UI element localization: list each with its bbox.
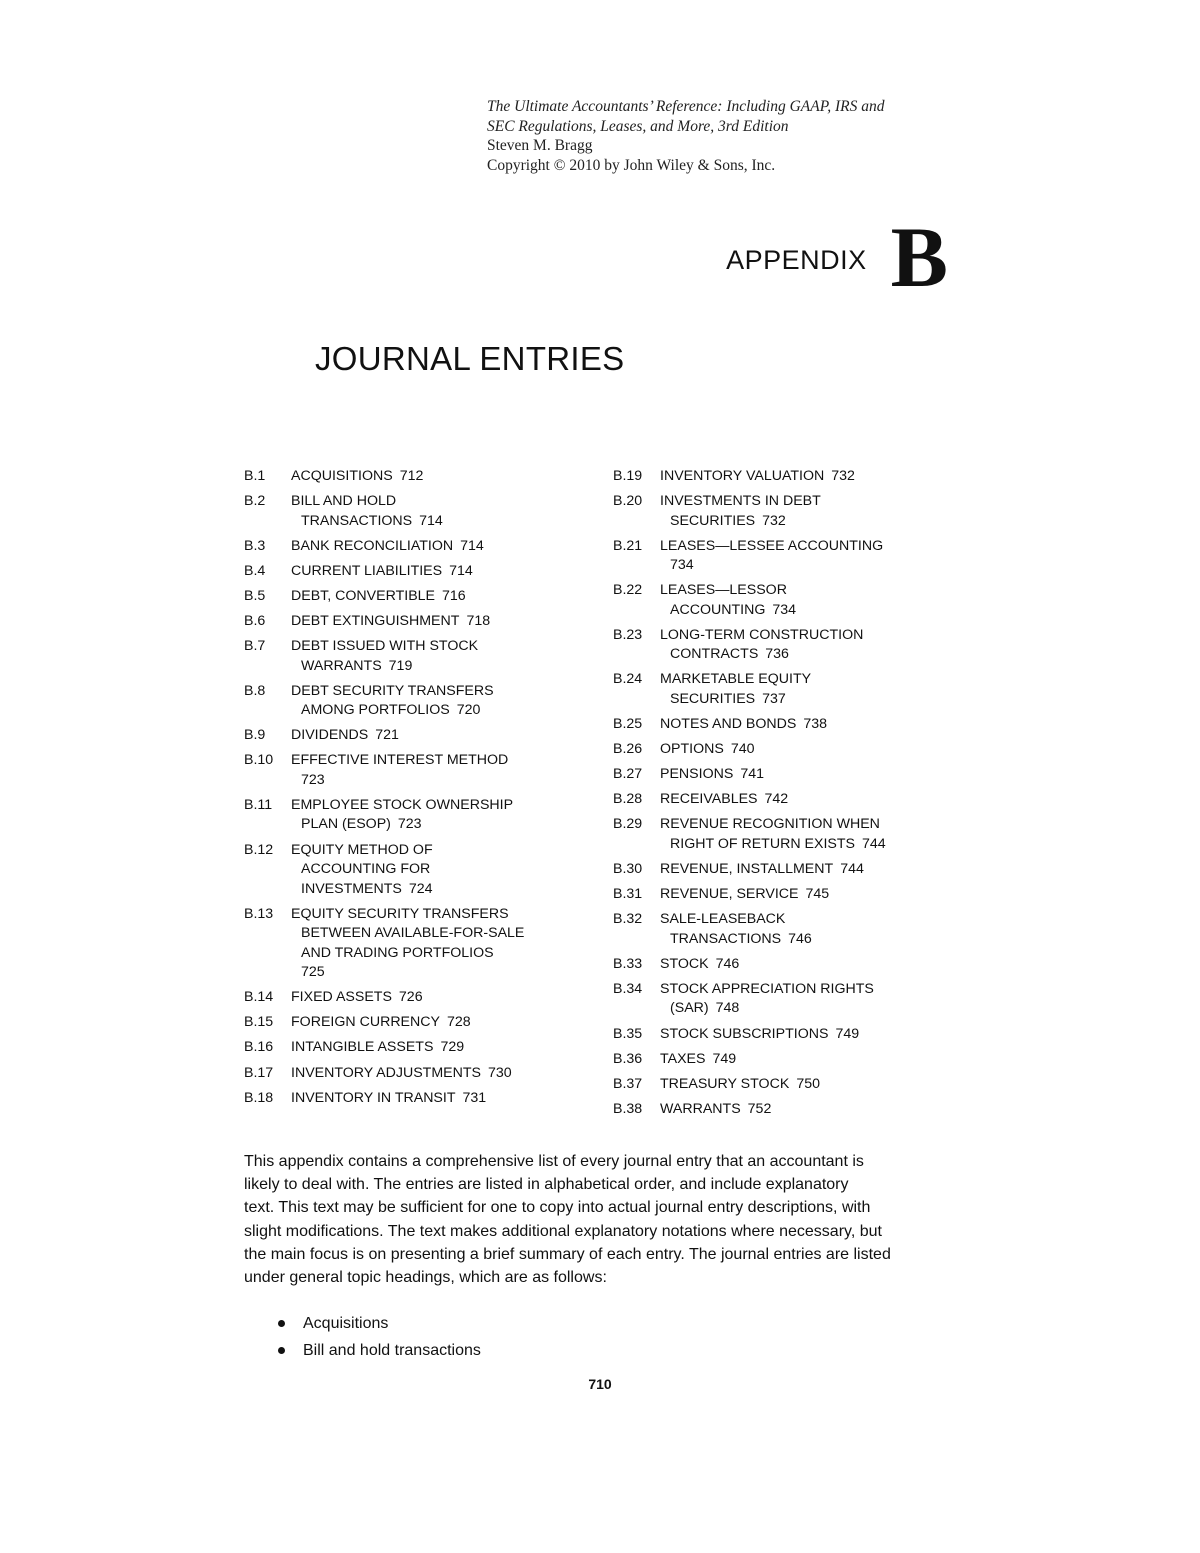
- toc-entry-page: 723: [397, 816, 422, 833]
- toc-entry-title-line: [660, 581, 913, 601]
- toc-entry-title-line: [660, 1075, 913, 1095]
- toc-entry-number: B.15: [244, 1014, 274, 1031]
- toc-entry: [613, 537, 913, 576]
- toc-entry-title-text: DEBT ISSUED WITH STOCK: [291, 638, 479, 655]
- copyright: Copyright © 2010 by John Wiley & Sons, Inc.: [487, 156, 776, 174]
- toc-entry-title-text: REVENUE, INSTALLMENT: [660, 861, 834, 878]
- toc-entry-title-text: RECEIVABLES: [660, 791, 758, 808]
- toc-entry-number: B.10: [244, 752, 274, 769]
- toc-entry-title-line: [660, 740, 913, 760]
- toc-entry-title-text: INVENTORY ADJUSTMENTS: [291, 1064, 481, 1081]
- toc-entry-number: B.37: [613, 1075, 643, 1092]
- toc-entry-title-text: ACCOUNTING: [670, 601, 766, 618]
- toc-entry: [613, 670, 913, 709]
- toc-entry-title-line: [291, 1089, 544, 1109]
- toc-entry-number: B.13: [244, 905, 274, 922]
- toc-entry-title-text: PENSIONS: [660, 766, 734, 783]
- toc-entry-number: B.5: [244, 587, 266, 604]
- toc-entry-number: B.2: [244, 493, 266, 510]
- toc-entry-title: [660, 467, 913, 487]
- toc-entry-title-text: REVENUE, SERVICE: [660, 886, 799, 903]
- toc-entry-number: B.32: [613, 911, 643, 928]
- toc-entry-number: B.33: [613, 955, 643, 972]
- toc-entry-title-text: AND TRADING PORTFOLIOS: [301, 944, 494, 961]
- toc-entry-title-text: (SAR): [670, 1000, 709, 1017]
- toc-entry-title: [291, 841, 544, 900]
- toc-entry: [613, 910, 913, 949]
- toc-entry: [244, 988, 544, 1008]
- toc-entry-title-text: TREASURY STOCK: [660, 1075, 790, 1092]
- toc-entry-page: 731: [462, 1089, 487, 1106]
- toc-entry-number: B.14: [244, 989, 274, 1006]
- toc-entry: [244, 612, 544, 632]
- appendix-heading: [726, 206, 948, 305]
- toc-entry: [244, 796, 544, 835]
- toc-entry-page: 721: [375, 727, 399, 744]
- toc-entry-number: B.7: [244, 638, 266, 655]
- toc-entry-number: B.19: [613, 468, 643, 484]
- toc-entry: [244, 587, 544, 607]
- toc-entry-title-text: CONTRACTS: [670, 646, 759, 663]
- toc-entry-page: 752: [747, 1100, 772, 1117]
- toc-entry-title: [291, 587, 544, 607]
- toc-entry: [613, 1025, 913, 1045]
- toc-entry-number: B.35: [613, 1025, 643, 1042]
- toc-entry: [244, 1089, 544, 1109]
- toc-entry-title: [291, 1013, 544, 1033]
- toc-entry-title-text: DEBT SECURITY TRANSFERS: [291, 682, 494, 699]
- paragraph-line: This appendix contains a comprehensive list of every journal entry that an accountant is: [244, 1153, 864, 1170]
- toc-entry-title: [660, 885, 913, 905]
- toc-entry-title-line: [660, 955, 913, 975]
- toc-entry-title-line: [660, 835, 913, 855]
- toc-entry-page: 745: [805, 886, 830, 903]
- toc-entry-number: B.27: [613, 766, 643, 783]
- toc-entry-title-line: [660, 556, 913, 576]
- toc-entry-number: B.20: [613, 493, 643, 510]
- toc-entry-title-text: BETWEEN AVAILABLE-FOR-SALE: [301, 925, 525, 942]
- toc-entry-title: [291, 467, 544, 487]
- toc-entry-page: 746: [788, 930, 812, 947]
- toc-entry-page: 729: [440, 1039, 465, 1056]
- toc-entry-page: 714: [460, 537, 484, 554]
- toc-entry-title-line: [291, 880, 544, 900]
- toc-entry-title-text: OPTIONS: [660, 741, 724, 758]
- toc-entry-page: 726: [398, 989, 423, 1006]
- toc-entry-title: [660, 1100, 913, 1120]
- toc-entry-title-line: [291, 924, 544, 944]
- topic-list-item: [278, 1337, 481, 1364]
- toc-entry-title-line: [660, 512, 913, 532]
- toc-entry-page: 737: [762, 690, 786, 707]
- intro-paragraph: [244, 1150, 964, 1289]
- toc-entry: [613, 1050, 913, 1070]
- toc-entry: [613, 815, 913, 854]
- toc-entry-page: 732: [831, 468, 855, 484]
- toc-entry-title-text: TRANSACTIONS: [301, 512, 413, 529]
- toc-entry-page: 728: [446, 1014, 471, 1031]
- toc-entry-title-text: EMPLOYEE STOCK OWNERSHIP: [291, 796, 514, 813]
- toc-entry-title-line: [660, 860, 913, 880]
- toc-entry-title-line: [291, 657, 544, 677]
- toc-entry: [244, 1064, 544, 1084]
- toc-entry-title-line: [291, 512, 544, 532]
- toc-entry: [244, 537, 544, 557]
- toc-left-column: [244, 467, 544, 1114]
- toc-entry-title-line: [291, 944, 544, 964]
- toc-entry: [244, 562, 544, 582]
- toc-entry-page: 730: [488, 1064, 512, 1081]
- toc-entry: [244, 467, 544, 487]
- toc-entry-page: 744: [861, 835, 886, 852]
- toc-entry-title-text: SECURITIES: [670, 690, 756, 707]
- toc-entry-title-line: [660, 1100, 913, 1120]
- toc-entry-title-text: TAXES: [660, 1050, 706, 1067]
- bullet-icon: [278, 1347, 285, 1354]
- toc-entry-number: B.8: [244, 682, 266, 699]
- toc-entry-page: 725: [301, 964, 325, 981]
- toc-entry-title: [291, 1064, 544, 1084]
- toc-entry-title-text: INVENTORY VALUATION: [660, 468, 825, 484]
- topic-list-item-text: Bill and hold transactions: [303, 1342, 481, 1359]
- toc-entry-title-line: [660, 492, 913, 512]
- toc-entry-title-line: [291, 701, 544, 721]
- toc-entry-title-line: [291, 963, 544, 983]
- toc-entry-page: 738: [803, 716, 828, 733]
- toc-entry-number: B.25: [613, 716, 643, 733]
- toc-entry-title-line: [291, 1038, 544, 1058]
- toc-entry-title-line: [660, 1025, 913, 1045]
- toc-entry: [244, 1013, 544, 1033]
- toc-entry-title: [660, 492, 913, 531]
- toc-entry-title: [291, 637, 544, 676]
- toc-entry-title: [660, 715, 913, 735]
- toc-entry: [613, 860, 913, 880]
- toc-entry: [613, 467, 913, 487]
- toc-entry-title-line: [291, 905, 544, 925]
- toc-entry-title: [291, 682, 544, 721]
- toc-entry-title-line: [291, 492, 544, 512]
- toc-entry-page: 724: [408, 880, 433, 897]
- bullet-icon: [278, 1320, 285, 1327]
- toc-entry-number: B.23: [613, 626, 643, 643]
- appendix-label: APPENDIX: [726, 245, 867, 275]
- toc-entry-title-line: [291, 587, 544, 607]
- toc-entry-number: B.17: [244, 1064, 274, 1081]
- toc-entry-page: 742: [764, 791, 789, 808]
- toc-entry-title-text: WARRANTS: [301, 657, 382, 674]
- topic-list: [278, 1310, 481, 1364]
- toc-entry-title-line: [660, 815, 913, 835]
- toc-entry-title-text: BANK RECONCILIATION: [291, 537, 454, 554]
- toc-entry-title: [660, 1025, 913, 1045]
- toc-entry-title-line: [660, 645, 913, 665]
- toc-entry: [613, 1075, 913, 1095]
- toc-entry-title: [291, 612, 544, 632]
- toc-entry-title-text: INVESTMENTS IN DEBT: [660, 493, 821, 510]
- toc-entry-title-line: [291, 467, 544, 487]
- toc-entry-title: [660, 815, 913, 854]
- toc-entry-number: B.36: [613, 1050, 643, 1067]
- toc-entry-page: 748: [715, 1000, 740, 1017]
- toc-entry-title-text: DEBT, CONVERTIBLE: [291, 587, 436, 604]
- toc-entry-title: [660, 670, 913, 709]
- chapter-title: JOURNAL ENTRIES: [315, 340, 625, 377]
- paragraph-line: likely to deal with. The entries are listed in alphabetical order, and include explanatory: [244, 1176, 849, 1194]
- toc-entry-title-line: [660, 790, 913, 810]
- toc-entry-number: B.26: [613, 741, 643, 758]
- toc-entry-title-line: [660, 537, 913, 557]
- toc-entry-title-line: [660, 930, 913, 950]
- toc-entry-title-text: MARKETABLE EQUITY: [660, 671, 812, 688]
- toc-entry-number: B.21: [613, 537, 643, 554]
- toc-entry-title: [660, 626, 913, 665]
- toc-entry-title-text: STOCK APPRECIATION RIGHTS: [660, 980, 874, 997]
- toc-entry-number: B.4: [244, 562, 266, 579]
- toc-entry-title-line: [291, 860, 544, 880]
- toc-entry-page: 714: [419, 512, 443, 529]
- toc-entry-page: 740: [730, 741, 755, 758]
- toc-entry: [244, 751, 544, 790]
- toc-entry-title-line: [660, 980, 913, 1000]
- toc-entry: [613, 715, 913, 735]
- toc-right-column: [613, 467, 913, 1125]
- toc-entry-title-text: SECURITIES: [670, 512, 756, 529]
- toc-entry: [244, 492, 544, 531]
- toc-entry: [244, 726, 544, 746]
- toc-entry-title: [660, 910, 913, 949]
- toc-entry: [244, 637, 544, 676]
- toc-entry-title-text: STOCK SUBSCRIPTIONS: [660, 1025, 829, 1042]
- toc-entry-number: B.30: [613, 861, 643, 878]
- toc-entry-title: [660, 740, 913, 760]
- toc-entry-title: [291, 1089, 544, 1109]
- toc-entry-title: [660, 790, 913, 810]
- toc-entry-title-line: [291, 771, 544, 791]
- toc-entry-title: [660, 1050, 913, 1070]
- toc-entry: [244, 841, 544, 900]
- paragraph-line: the main focus is on presenting a brief summary of each entry. The journal entries are listed: [244, 1245, 891, 1263]
- book-title-line-1: The Ultimate Accountants’ Reference: Including GAAP, IRS and: [487, 98, 885, 115]
- toc-entry: [613, 492, 913, 531]
- toc-entry-page: 718: [466, 612, 491, 629]
- toc-entry-page: 744: [840, 861, 864, 878]
- toc-entry: [613, 765, 913, 785]
- toc-entry-title-line: [291, 841, 544, 861]
- toc-entry-title: [291, 492, 544, 531]
- toc-entry: [613, 740, 913, 760]
- toc-entry-number: B.28: [613, 791, 643, 808]
- toc-entry-title-text: TRANSACTIONS: [670, 930, 782, 947]
- toc-entry-number: B.38: [613, 1100, 643, 1117]
- toc-entry-title: [291, 905, 544, 983]
- paragraph-line: under general topic headings, which are as follows:: [244, 1269, 607, 1287]
- toc-entry: [613, 955, 913, 975]
- toc-entry-title-line: [291, 562, 544, 582]
- toc-entry-title: [291, 988, 544, 1008]
- toc-entry-title-line: [660, 885, 913, 905]
- appendix-letter: B: [890, 209, 948, 305]
- toc-entry-title-text: ACQUISITIONS: [291, 468, 393, 484]
- topic-list-item: [278, 1310, 481, 1337]
- toc-entry-title-text: STOCK: [660, 955, 709, 972]
- toc-entry-page: 720: [456, 702, 481, 719]
- toc-entry-title-line: [660, 999, 913, 1019]
- toc-entry-number: B.11: [244, 796, 273, 813]
- toc-entry-number: B.31: [613, 886, 643, 903]
- toc-entry-title-text: EFFECTIVE INTEREST METHOD: [291, 752, 509, 769]
- toc-entry-number: B.22: [613, 582, 643, 599]
- toc-entry-title-text: DEBT EXTINGUISHMENT: [291, 612, 460, 629]
- author: Steven M. Bragg: [487, 137, 593, 154]
- toc-entry-title-line: [291, 612, 544, 632]
- toc-entry-title-line: [660, 626, 913, 646]
- page-number: 710: [588, 1376, 612, 1392]
- toc-entry-page: 736: [765, 646, 789, 663]
- citation-block: [487, 97, 967, 175]
- book-title-line-2: SEC Regulations, Leases, and More, 3rd Edition: [487, 117, 789, 135]
- toc-entry-number: B.9: [244, 727, 266, 744]
- toc-entry-title-text: LEASES—LESSEE ACCOUNTING: [660, 537, 884, 554]
- toc-entry-number: B.29: [613, 816, 643, 833]
- toc-entry-title-line: [291, 751, 544, 771]
- toc-entry-title: [660, 537, 913, 576]
- toc-entry-title-text: INVESTMENTS: [301, 880, 402, 897]
- toc-entry: [244, 682, 544, 721]
- toc-entry-title-line: [291, 637, 544, 657]
- toc-entry-title-line: [660, 601, 913, 621]
- toc-entry-title: [660, 765, 913, 785]
- toc-entry-page: 732: [762, 512, 786, 529]
- toc-entry-title: [660, 860, 913, 880]
- toc-entry: [613, 885, 913, 905]
- paragraph-line: text. This text may be sufficient for one to copy into actual journal entry descriptions, with: [244, 1199, 871, 1217]
- toc-entry-title: [660, 581, 913, 620]
- toc-entry-number: B.18: [244, 1089, 274, 1106]
- toc-entry-title-line: [660, 715, 913, 735]
- toc-entry-title-line: [291, 537, 544, 557]
- toc-entry: [244, 905, 544, 983]
- toc-entry-title: [660, 980, 913, 1019]
- toc-entry-title-line: [291, 682, 544, 702]
- toc-entry-title-text: CURRENT LIABILITIES: [291, 562, 443, 579]
- toc-entry-title-line: [291, 815, 544, 835]
- toc-entry-title-text: BILL AND HOLD: [291, 493, 397, 510]
- toc-entry-title: [291, 751, 544, 790]
- toc-entry-title-text: INVENTORY IN TRANSIT: [291, 1089, 456, 1106]
- toc-entry-title-line: [291, 796, 544, 816]
- toc-entry-title-text: EQUITY SECURITY TRANSFERS: [291, 905, 509, 922]
- toc-entry-page: 719: [388, 657, 413, 674]
- toc-entry-page: 716: [442, 587, 466, 604]
- toc-entry: [244, 1038, 544, 1058]
- toc-entry-title: [660, 955, 913, 975]
- toc-entry-title-line: [660, 670, 913, 690]
- toc-entry-title-line: [660, 690, 913, 710]
- toc-entry-number: B.12: [244, 841, 274, 858]
- toc-entry-page: 714: [449, 562, 473, 579]
- toc-entry-page: 749: [835, 1025, 860, 1042]
- toc-entry-page: 750: [796, 1075, 820, 1092]
- toc-entry-title-text: FIXED ASSETS: [291, 989, 392, 1006]
- toc-entry-title-text: LONG-TERM CONSTRUCTION: [660, 626, 864, 643]
- toc-entry-number: B.6: [244, 612, 266, 629]
- toc-entry-title: [291, 1038, 544, 1058]
- toc-entry-page: 734: [772, 601, 797, 618]
- toc-entry-title-line: [291, 1013, 544, 1033]
- paragraph-line: slight modifications. The text makes additional explanatory notations where necessary, but: [244, 1222, 882, 1240]
- toc-entry: [613, 581, 913, 620]
- toc-entry-number: B.16: [244, 1039, 274, 1056]
- toc-entry-title-text: RIGHT OF RETURN EXISTS: [670, 835, 855, 852]
- toc-entry-page: 734: [670, 557, 694, 574]
- toc-entry-page: 749: [712, 1050, 737, 1067]
- topic-list-item-text: Acquisitions: [303, 1315, 389, 1332]
- toc-entry-page: 746: [715, 955, 740, 972]
- toc-entry-title-text: WARRANTS: [660, 1100, 741, 1117]
- toc-entry: [613, 626, 913, 665]
- toc-entry-title-text: FOREIGN CURRENCY: [291, 1014, 440, 1031]
- toc-entry-title-text: NOTES AND BONDS: [660, 716, 797, 733]
- toc-entry-title-line: [660, 910, 913, 930]
- toc-entry-page: 712: [399, 468, 424, 484]
- toc-entry-title: [291, 537, 544, 557]
- toc-entry-number: B.1: [244, 468, 266, 484]
- toc-entry-title-line: [660, 765, 913, 785]
- toc-entry-title-text: REVENUE RECOGNITION WHEN: [660, 816, 880, 833]
- toc-entry-page: 723: [301, 771, 325, 788]
- toc-entry-title: [291, 796, 544, 835]
- toc-entry: [613, 1100, 913, 1120]
- toc-entry-page: 741: [740, 766, 764, 783]
- toc-entry-number: B.3: [244, 537, 266, 554]
- toc-entry: [613, 790, 913, 810]
- toc-entry-title-text: LEASES—LESSOR: [660, 582, 787, 599]
- toc-entry-title-line: [660, 467, 913, 487]
- toc-entry-title-text: EQUITY METHOD OF: [291, 841, 433, 858]
- toc-entry-title-text: AMONG PORTFOLIOS: [301, 702, 450, 719]
- toc-entry-title-text: ACCOUNTING FOR: [301, 861, 431, 878]
- toc-entry-title-text: DIVIDENDS: [291, 727, 369, 744]
- toc-entry-title-line: [291, 988, 544, 1008]
- toc-entry: [613, 980, 913, 1019]
- toc-entry-title: [291, 726, 544, 746]
- toc-entry-title-text: SALE-LEASEBACK: [660, 911, 786, 928]
- toc-entry-number: B.34: [613, 980, 643, 997]
- toc-entry-title-text: INTANGIBLE ASSETS: [291, 1039, 434, 1056]
- toc-entry-title-text: PLAN (ESOP): [301, 816, 391, 833]
- toc-entry-title-line: [660, 1050, 913, 1070]
- toc-entry-title-line: [291, 1064, 544, 1084]
- toc-entry-title: [660, 1075, 913, 1095]
- toc-entry-title: [291, 562, 544, 582]
- toc-entry-title-line: [291, 726, 544, 746]
- toc-entry-number: B.24: [613, 671, 643, 688]
